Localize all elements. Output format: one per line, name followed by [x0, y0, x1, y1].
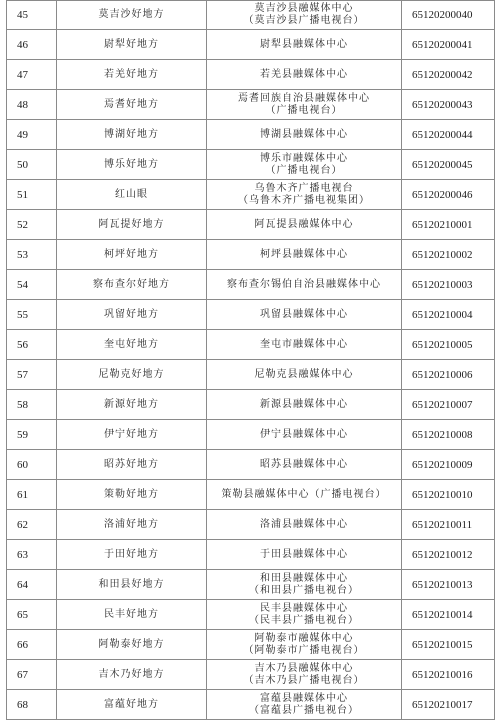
table-row	[7, 510, 495, 540]
organization-cell	[207, 330, 402, 360]
row-number-cell: 65	[7, 600, 57, 630]
organization-cell	[207, 660, 402, 690]
table-row	[7, 600, 495, 630]
organization-line: 富蕴县融媒体中心	[260, 692, 348, 704]
table-row	[7, 570, 495, 600]
registration-code-cell: 65120210011	[402, 510, 495, 540]
row-number-cell: 55	[7, 300, 57, 330]
organization-line: 民丰县融媒体中心	[260, 602, 348, 614]
organization-cell	[207, 450, 402, 480]
registration-code-cell: 65120210009	[402, 450, 495, 480]
organization-line: 莫吉沙县融媒体中心	[254, 3, 354, 14]
organization-cell	[207, 690, 402, 720]
registration-code-cell: 65120210010	[402, 480, 495, 510]
account-name-cell: 于田好地方	[57, 540, 207, 570]
organization-line: 柯坪县融媒体中心	[260, 248, 348, 260]
organization-line: 阿瓦提县融媒体中心	[254, 218, 354, 230]
row-number-cell: 53	[7, 240, 57, 270]
table-row	[7, 420, 495, 450]
account-name-cell: 和田县好地方	[57, 570, 207, 600]
organization-cell	[207, 60, 402, 90]
account-name-cell: 博乐好地方	[57, 150, 207, 180]
organization-line: 洛浦县融媒体中心	[260, 518, 348, 530]
organization-line: （富蕴县广播电视台）	[249, 704, 359, 716]
table-row	[7, 660, 495, 690]
organization-cell	[207, 30, 402, 60]
registration-code-cell: 65120200046	[402, 180, 495, 210]
organization-line: 策勒县融媒体中心（广播电视台）	[221, 488, 387, 500]
row-number-cell: 47	[7, 60, 57, 90]
account-name-cell: 奎屯好地方	[57, 330, 207, 360]
row-number-cell: 63	[7, 540, 57, 570]
organization-cell	[207, 270, 402, 300]
organization-cell	[207, 150, 402, 180]
account-name-cell: 昭苏好地方	[57, 450, 207, 480]
account-name-cell: 阿勒泰好地方	[57, 630, 207, 660]
registration-code-cell: 65120210017	[402, 690, 495, 720]
account-name-cell: 柯坪好地方	[57, 240, 207, 270]
table-row	[7, 360, 495, 390]
organization-cell	[207, 510, 402, 540]
registration-code-cell: 65120210005	[402, 330, 495, 360]
table-row	[7, 630, 495, 660]
organization-line: 吉木乃县融媒体中心	[254, 662, 354, 674]
registration-code-cell: 65120200045	[402, 150, 495, 180]
organization-line: 巩留县融媒体中心	[260, 308, 348, 320]
account-name-cell: 伊宁好地方	[57, 420, 207, 450]
row-number-cell: 60	[7, 450, 57, 480]
organization-line: 和田县融媒体中心	[260, 572, 348, 584]
organization-line: （广播电视台）	[265, 164, 343, 176]
organization-line: （和田县广播电视台）	[249, 584, 359, 596]
organization-line: （广播电视台）	[265, 104, 343, 116]
account-name-cell: 尼勒克好地方	[57, 360, 207, 390]
table-row	[7, 330, 495, 360]
organization-cell	[207, 420, 402, 450]
table-row	[7, 480, 495, 510]
organization-cell	[207, 90, 402, 120]
organization-line: 奎屯市融媒体中心	[260, 338, 348, 350]
row-number-cell: 57	[7, 360, 57, 390]
account-name-cell: 策勒好地方	[57, 480, 207, 510]
table-row	[7, 390, 495, 420]
registration-code-cell: 65120210004	[402, 300, 495, 330]
registration-code-cell: 65120210016	[402, 660, 495, 690]
row-number-cell: 46	[7, 30, 57, 60]
table-row	[7, 90, 495, 120]
organization-cell	[207, 240, 402, 270]
organization-cell	[207, 120, 402, 150]
row-number-cell: 52	[7, 210, 57, 240]
row-number-cell: 68	[7, 690, 57, 720]
organization-cell	[207, 390, 402, 420]
account-name-cell: 博湖好地方	[57, 120, 207, 150]
table-row	[7, 1, 495, 30]
organization-line: （乌鲁木齐广播电视集团）	[238, 194, 370, 206]
organization-cell	[207, 600, 402, 630]
organization-cell	[207, 480, 402, 510]
organization-cell	[207, 180, 402, 210]
row-number-cell: 66	[7, 630, 57, 660]
registration-code-cell: 65120210012	[402, 540, 495, 570]
organization-line: （吉木乃县广播电视台）	[243, 674, 365, 686]
table-row	[7, 540, 495, 570]
account-name-cell: 吉木乃好地方	[57, 660, 207, 690]
organization-line: 于田县融媒体中心	[260, 548, 348, 560]
table-row	[7, 30, 495, 60]
organization-line: 察布查尔锡伯自治县融媒体中心	[227, 278, 381, 290]
organization-line: 博湖县融媒体中心	[260, 128, 348, 140]
registration-code-cell: 65120200040	[402, 1, 495, 30]
organization-cell	[207, 360, 402, 390]
account-name-cell: 巩留好地方	[57, 300, 207, 330]
registration-code-cell: 65120210002	[402, 240, 495, 270]
organization-line: 博乐市融媒体中心	[260, 152, 348, 164]
organization-line: （莫吉沙县广播电视台）	[243, 15, 365, 26]
account-name-cell: 察布查尔好地方	[57, 270, 207, 300]
organization-line: 新源县融媒体中心	[260, 398, 348, 410]
row-number-cell: 50	[7, 150, 57, 180]
registration-code-cell: 65120200043	[402, 90, 495, 120]
account-name-cell: 红山眼	[57, 180, 207, 210]
table-row	[7, 210, 495, 240]
row-number-cell: 62	[7, 510, 57, 540]
organization-cell	[207, 300, 402, 330]
account-name-cell: 焉耆好地方	[57, 90, 207, 120]
organization-cell	[207, 1, 402, 30]
account-name-cell: 新源好地方	[57, 390, 207, 420]
organization-cell	[207, 570, 402, 600]
row-number-cell: 56	[7, 330, 57, 360]
organization-cell	[207, 210, 402, 240]
row-number-cell: 45	[7, 1, 57, 30]
row-number-cell: 58	[7, 390, 57, 420]
row-number-cell: 59	[7, 420, 57, 450]
table-body	[7, 1, 495, 720]
registration-code-cell: 65120210006	[402, 360, 495, 390]
account-name-cell: 洛浦好地方	[57, 510, 207, 540]
account-name-cell: 尉犁好地方	[57, 30, 207, 60]
table-row	[7, 300, 495, 330]
table-row	[7, 240, 495, 270]
organization-line: 伊宁县融媒体中心	[260, 428, 348, 440]
registration-code-cell: 65120210014	[402, 600, 495, 630]
registration-code-cell: 65120200042	[402, 60, 495, 90]
registration-code-cell: 65120200041	[402, 30, 495, 60]
row-number-cell: 51	[7, 180, 57, 210]
row-number-cell: 61	[7, 480, 57, 510]
table-row	[7, 120, 495, 150]
registry-table-container	[6, 0, 494, 720]
registration-code-cell: 65120210003	[402, 270, 495, 300]
organization-line: 焉耆回族自治县融媒体中心	[238, 92, 370, 104]
organization-cell	[207, 630, 402, 660]
organization-line: 阿勒泰市融媒体中心	[254, 632, 354, 644]
table-row	[7, 60, 495, 90]
table-row	[7, 150, 495, 180]
account-name-cell: 若羌好地方	[57, 60, 207, 90]
table-row	[7, 690, 495, 720]
table-row	[7, 270, 495, 300]
registration-code-cell: 65120210001	[402, 210, 495, 240]
account-name-cell: 富蕴好地方	[57, 690, 207, 720]
row-number-cell: 67	[7, 660, 57, 690]
organization-line: （民丰县广播电视台）	[249, 614, 359, 626]
organization-cell	[207, 540, 402, 570]
organization-line: （阿勒泰市广播电视台）	[243, 644, 365, 656]
registration-code-cell: 65120210013	[402, 570, 495, 600]
registry-table	[6, 0, 495, 720]
registration-code-cell: 65120210015	[402, 630, 495, 660]
table-row	[7, 180, 495, 210]
account-name-cell: 莫吉沙好地方	[57, 1, 207, 30]
organization-line: 若羌县融媒体中心	[260, 68, 348, 80]
registration-code-cell: 65120210008	[402, 420, 495, 450]
row-number-cell: 64	[7, 570, 57, 600]
organization-line: 昭苏县融媒体中心	[260, 458, 348, 470]
organization-line: 尉犁县融媒体中心	[260, 38, 348, 50]
row-number-cell: 54	[7, 270, 57, 300]
row-number-cell: 48	[7, 90, 57, 120]
account-name-cell: 民丰好地方	[57, 600, 207, 630]
organization-line: 尼勒克县融媒体中心	[254, 368, 354, 380]
registration-code-cell: 65120200044	[402, 120, 495, 150]
registration-code-cell: 65120210007	[402, 390, 495, 420]
row-number-cell: 49	[7, 120, 57, 150]
organization-line: 乌鲁木齐广播电视台	[254, 182, 354, 194]
table-row	[7, 450, 495, 480]
account-name-cell: 阿瓦提好地方	[57, 210, 207, 240]
